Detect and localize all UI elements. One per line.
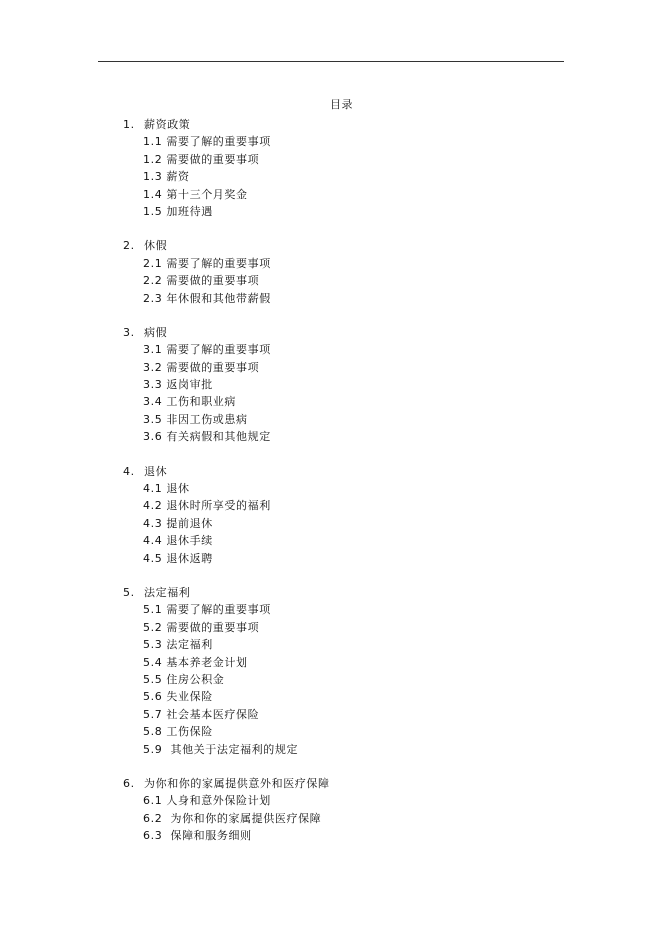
- toc-entry: 5.1 需要了解的重要事项: [143, 603, 271, 617]
- section-number: 2.: [123, 239, 135, 253]
- toc-entry: 3.4 工伤和职业病: [143, 395, 236, 409]
- section-title: 病假: [144, 325, 168, 339]
- section-title: 休假: [144, 239, 168, 253]
- toc-entry: 3.1 需要了解的重要事项: [143, 343, 271, 357]
- header-rule: [98, 61, 564, 62]
- toc-entry: 4.1 退休: [143, 482, 190, 496]
- section-heading: [123, 116, 603, 133]
- section-number: 5.: [123, 585, 135, 599]
- toc-entry: 5.7 社会基本医疗保险: [143, 707, 260, 721]
- toc-entry: 1.3 薪资: [143, 170, 190, 184]
- toc-entry: 1.5 加班待遇: [143, 204, 213, 218]
- toc-section-6: [123, 775, 603, 845]
- toc-entry: 5.4 基本养老金计划: [143, 655, 248, 669]
- toc-entry: 3.6 有关病假和其他规定: [143, 430, 271, 444]
- section-title: 薪资政策: [144, 118, 191, 131]
- toc-entry: 4.4 退休手续: [143, 534, 213, 548]
- toc-entry: 3.3 返岗审批: [143, 378, 213, 392]
- toc-entry: 4.3 提前退休: [143, 516, 213, 530]
- toc-entry: 5.9 其他关于法定福利的规定: [143, 742, 299, 756]
- toc-entry: 5.5 住房公积金: [143, 672, 225, 686]
- section-title: 法定福利: [144, 585, 191, 599]
- toc-entry: 2.1 需要了解的重要事项: [143, 256, 271, 270]
- section-number: 1.: [123, 118, 135, 131]
- toc-section-4: [123, 463, 603, 567]
- toc-entry: 6.3 保障和服务细则: [143, 829, 252, 843]
- section-number: 6.: [123, 776, 135, 790]
- section-heading: [123, 237, 603, 254]
- toc-entry: 2.3 年休假和其他带薪假: [143, 291, 271, 305]
- section-heading: [123, 775, 603, 792]
- toc-entry: 5.8 工伤保险: [143, 725, 213, 739]
- section-title: 退休: [144, 464, 168, 478]
- toc-entry: 5.3 法定福利: [143, 638, 213, 652]
- toc-entry: 4.5 退休返聘: [143, 551, 213, 565]
- toc-entry: 1.4 第十三个月奖金: [143, 187, 248, 201]
- section-number: 3.: [123, 325, 135, 339]
- toc-entry: 4.2 退休时所享受的福利: [143, 499, 271, 513]
- toc-entry: 5.2 需要做的重要事项: [143, 620, 260, 634]
- toc-section-3: [123, 324, 603, 446]
- toc-entry: 6.2 为你和你的家属提供医疗保障: [143, 811, 322, 825]
- toc-section-5: [123, 584, 603, 758]
- toc-entry: 3.2 需要做的重要事项: [143, 360, 260, 374]
- toc-section-1: [123, 116, 603, 220]
- toc-section-2: [123, 237, 603, 307]
- toc-entry: 5.6 失业保险: [143, 690, 213, 704]
- section-heading: [123, 463, 603, 480]
- section-heading: [123, 324, 603, 341]
- toc-title: 目录: [330, 98, 353, 111]
- toc-entry: 3.5 非因工伤或患病: [143, 412, 248, 426]
- section-number: 4.: [123, 464, 135, 478]
- toc-entry: 2.2 需要做的重要事项: [143, 274, 260, 288]
- toc-entry: 6.1 人身和意外保险计划: [143, 794, 271, 808]
- table-of-contents: [123, 116, 603, 861]
- section-title: 为你和你的家属提供意外和医疗保障: [144, 776, 330, 790]
- toc-entry: 1.2 需要做的重要事项: [143, 152, 260, 166]
- section-heading: [123, 584, 603, 601]
- toc-entry: 1.1 需要了解的重要事项: [143, 135, 271, 149]
